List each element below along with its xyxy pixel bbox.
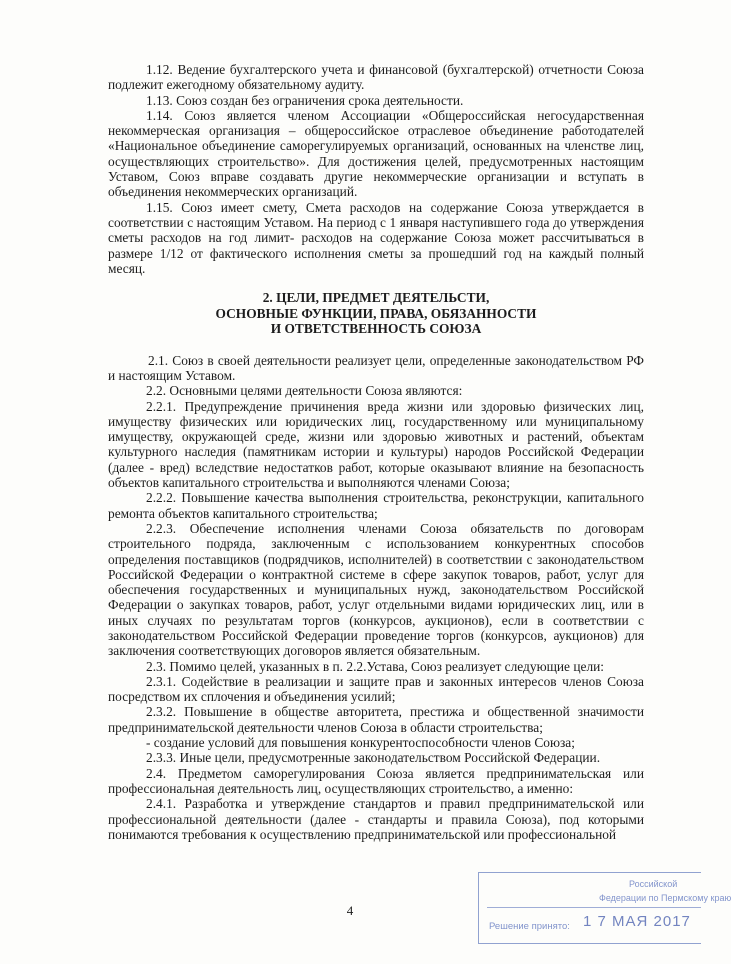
paragraph: 1.13. Союз создан без ограничения срока деятельности. <box>146 92 464 108</box>
paragraph: 2.1. Союз в своей деятельности реализует цели, определенные законодательством РФ и настоящим Уставом. <box>108 352 644 383</box>
heading-line-2: ОСНОВНЫЕ ФУНКЦИИ, ПРАВА, ОБЯЗАННОСТИ <box>215 305 537 321</box>
paragraph: 2.2.2. Повышение качества выполнения строительства, реконструкции, капитального ремонта объектов капитального строительства; <box>108 490 644 521</box>
paragraph: 2.3. Помимо целей, указанных в п. 2.2.Устава, Союз реализует следующие цели: <box>146 658 605 674</box>
stamp-divider <box>487 907 701 908</box>
paragraph: 1.12. Ведение бухгалтерского учета и финансовой (бухгалтерской) отчетности Союза подлежит ежегодному обязательному аудиту. <box>108 62 644 93</box>
paragraph: 1.15. Союз имеет смету, Смета расходов на содержание Союза утверждается в соответствии с настоящим Уставом. На период с 1 января наступившего года до утверждения сметы расходов на год лимит- расходов на содержание Союза может рассчитываться в размере 1/12 от фактического исполнения сметы за прошедший год на каждый полный месяц. <box>108 199 644 276</box>
paragraph-group-section-1 <box>108 62 644 276</box>
section-heading <box>108 290 644 337</box>
paragraph: 2.4. Предметом саморегулирования Союза является предпринимательская или профессиональная деятельность лиц, осуществляющих строительство, а именно: <box>108 765 644 796</box>
document-body <box>108 62 644 842</box>
paragraph-group-section-2 <box>108 353 644 843</box>
stamp-date: 1 7 МАЯ 2017 <box>583 913 691 930</box>
paragraph: 2.2. Основными целями деятельности Союза являются: <box>146 383 463 399</box>
registration-stamp <box>478 872 731 944</box>
stamp-decision-label: Решение принято: <box>489 921 570 932</box>
paragraph: 2.3.2. Повышение в обществе авторитета, престижа и общественной значимости предпринимательской деятельности членов Союза в области строительства; <box>108 704 644 735</box>
paragraph: 2.4.1. Разработка и утверждение стандартов и правил предпринимательской или профессиональной деятельности (далее - стандарты и правила Союза), под которыми понимаются требования к осуществлению предпринимательской или профессиональной <box>108 796 644 842</box>
paragraph: 2.3.3. Иные цели, предусмотренные законодательством Российской Федерации. <box>146 750 601 766</box>
stamp-line-1: Российской <box>629 879 678 889</box>
page-number: 4 <box>346 903 354 918</box>
paragraph: 1.14. Союз является членом Ассоциации «Общероссийская негосударственная некоммерческая организация – общероссийское отраслевое объединение работодателей «Национальное объединение саморегулируемых организаций, основанных на членстве лиц, осуществляющих строительство». Для достижения целей, предусмотренных настоящим Уставом, Союз вправе создавать другие некоммерческие организации и вступать в объединения некоммерческих организаций. <box>108 107 644 200</box>
heading-line-3: И ОТВЕТСТВЕННОСТЬ СОЮЗА <box>270 321 482 337</box>
paragraph: - создание условий для повышения конкурентоспособности членов Союза; <box>146 735 575 751</box>
paragraph: 2.2.3. Обеспечение исполнения членами Союза обязательств по договорам строительного подряда, заключенным с использованием конкурентных способов определения поставщиков (подрядчиков, исполнителей) в соответствии с законодательством Российской Федерации о контрактной системе в сфере закупок товаров, работ, услуг для обеспечения государственных и муниципальных нужд, законодательством Российской Федерации о закупках товаров, работ, услуг отдельными видами юридических лиц, или в иных случаях по результатам торгов (конкурсов, аукционов), если в соответствии с законодательством Российской Федерации проведение торгов (конкурсов, аукционов) для заключения соответствующих договоров является обязательным. <box>108 520 644 659</box>
paragraph: 2.3.1. Содействие в реализации и защите прав и законных интересов членов Союза посредством их сплочения и объединения усилий; <box>108 673 644 705</box>
paragraph: 2.2.1. Предупреждение причинения вреда жизни или здоровью физических лиц, имуществу физических или юридических лиц, государственному или муниципальному имуществу, окружающей среде, жизни или здоровью животных и растений, объектам культурного наследия (памятникам истории и культуры) народов Российской Федерации (далее - вред) вследствие недостатков работ, которые оказывают влияние на безопасность объектов капитального строительства и выполняются членами Союза; <box>108 398 644 491</box>
heading-line-1: 2. ЦЕЛИ, ПРЕДМЕТ ДЕЯТЕЛЬСТИ, <box>262 290 490 306</box>
stamp-line-2: Федерации по Пермскому краю <box>599 893 731 903</box>
